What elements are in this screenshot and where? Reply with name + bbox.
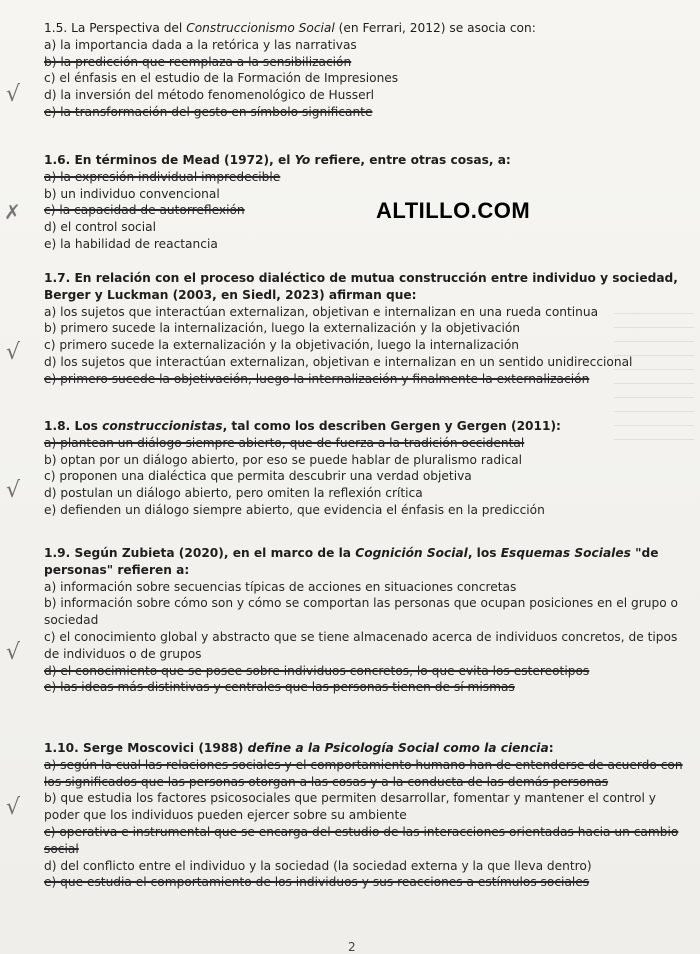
cross-mark-icon: ✗ (4, 200, 21, 224)
option-c: c) la capacidad de autorreflexión (44, 203, 245, 218)
option-c: c) el conocimiento global y abstracto que se tiene almacenado acerca de individuos concretos, de tipos de individuos o de grupos (44, 629, 678, 661)
option-b: b) la predicción que reemplaza a la sensibilización (44, 54, 352, 69)
option-c: c) primero sucede la externalización y la objetivación, luego la internalización (44, 338, 519, 353)
watermark-logo: ALTILLO.COM (376, 198, 531, 223)
option-b: b) un individuo convencional (44, 186, 220, 201)
option-a: a) la importancia dada a la retórica y las narrativas (44, 37, 357, 52)
option-d: d) el control social (44, 220, 156, 235)
option-e: e) primero sucede la objetivación, luego la internalización y finalmente la externalización (44, 371, 590, 386)
question-title: 1.9. Según Zubieta (2020), en el marco de la Cognición Social, los Esquemas Sociales "de personas" refieren a: (44, 546, 659, 577)
question-title: 1.10. Serge Moscovici (1988) define a la Psicología Social como la ciencia: (44, 741, 554, 755)
option-a: a) los sujetos que interactúan externalizan, objetivan e internalizan en una rueda continua (44, 304, 599, 319)
question-1-5 (44, 20, 690, 121)
checkmark-icon: √ (6, 640, 21, 665)
option-b: b) primero sucede la internalización, luego la externalización y la objetivación (44, 321, 521, 336)
option-e: e) la transformación del gesto en símbolo significante (44, 104, 373, 119)
page-number: 2 (348, 940, 356, 954)
option-d: d) el conocimiento que se posee sobre individuos concretos, lo que evita los estereotipos (44, 663, 590, 678)
question-title: 1.5. La Perspectiva del Construccionismo Social (en Ferrari, 2012) se asocia con: (44, 21, 536, 35)
option-b: b) que estudia los factores psicosociales que permiten desarrollar, fomentar y mantener el control y poder que los individuos pueden ejercer sobre su ambiente (44, 791, 656, 823)
checkmark-icon: √ (6, 340, 21, 365)
option-c: c) el énfasis en el estudio de la Formación de Impresiones (44, 71, 399, 86)
question-1-7 (44, 270, 690, 388)
option-b: b) información sobre cómo son y cómo se comportan las personas que ocupan posiciones en el grupo o sociedad (44, 596, 678, 628)
option-d: d) la inversión del método fenomenológico de Husserl (44, 88, 374, 103)
option-b: b) optan por un diálogo abierto, por eso se puede hablar de pluralismo radical (44, 452, 523, 467)
question-title: 1.7. En relación con el proceso dialéctico de mutua construcción entre individuo y sociedad, Berger y Luckman (2003, en Siedl, 2023) afirman que: (44, 271, 678, 302)
checkmark-icon: √ (6, 478, 21, 503)
checkmark-icon: √ (6, 82, 21, 107)
option-e: e) la habilidad de reactancia (44, 236, 218, 251)
option-a: a) información sobre secuencias típicas de acciones en situaciones concretas (44, 579, 517, 594)
option-d: d) del conflicto entre el individuo y la sociedad (la sociedad externa y la que lleva dentro) (44, 858, 592, 873)
checkmark-icon: √ (6, 795, 21, 820)
question-1-10 (44, 740, 690, 891)
option-d: d) los sujetos que interactúan externalizan, objetivan e internalizan en un sentido unidireccional (44, 354, 633, 369)
question-title: 1.6. En términos de Mead (1972), el Yo refiere, entre otras cosas, a: (44, 153, 511, 167)
question-1-9 (44, 545, 690, 696)
option-c: c) proponen una dialéctica que permita descubrir una verdad objetiva (44, 469, 472, 484)
option-a: a) la expresión individual impredecible (44, 169, 281, 184)
option-c: c) operativa e instrumental que se encarga del estudio de las interacciones orientadas hacia un cambio social (44, 824, 679, 856)
question-1-8 (44, 418, 690, 519)
question-1-6 (44, 152, 690, 253)
question-title: 1.8. Los construccionistas, tal como los describen Gergen y Gergen (2011): (44, 419, 561, 433)
option-d: d) postulan un diálogo abierto, pero omiten la reflexión crítica (44, 486, 423, 501)
option-a: a) plantean un diálogo siempre abierto, que de fuerza a la tradición occidental (44, 435, 525, 450)
option-e: e) las ideas más distintivas y centrales que las personas tienen de sí mismas (44, 680, 515, 695)
option-a: a) según la cual las relaciones sociales y el comportamiento humano han de entenderse de acuerdo con los significados que las personas otorgan a las cosas y a la conducta de las demás personas (44, 757, 683, 789)
option-e: e) defienden un diálogo siempre abierto, que evidencia el énfasis en la predicción (44, 502, 545, 517)
option-e: e) que estudia el comportamiento de los individuos y sus reacciones a estímulos sociales (44, 875, 590, 890)
